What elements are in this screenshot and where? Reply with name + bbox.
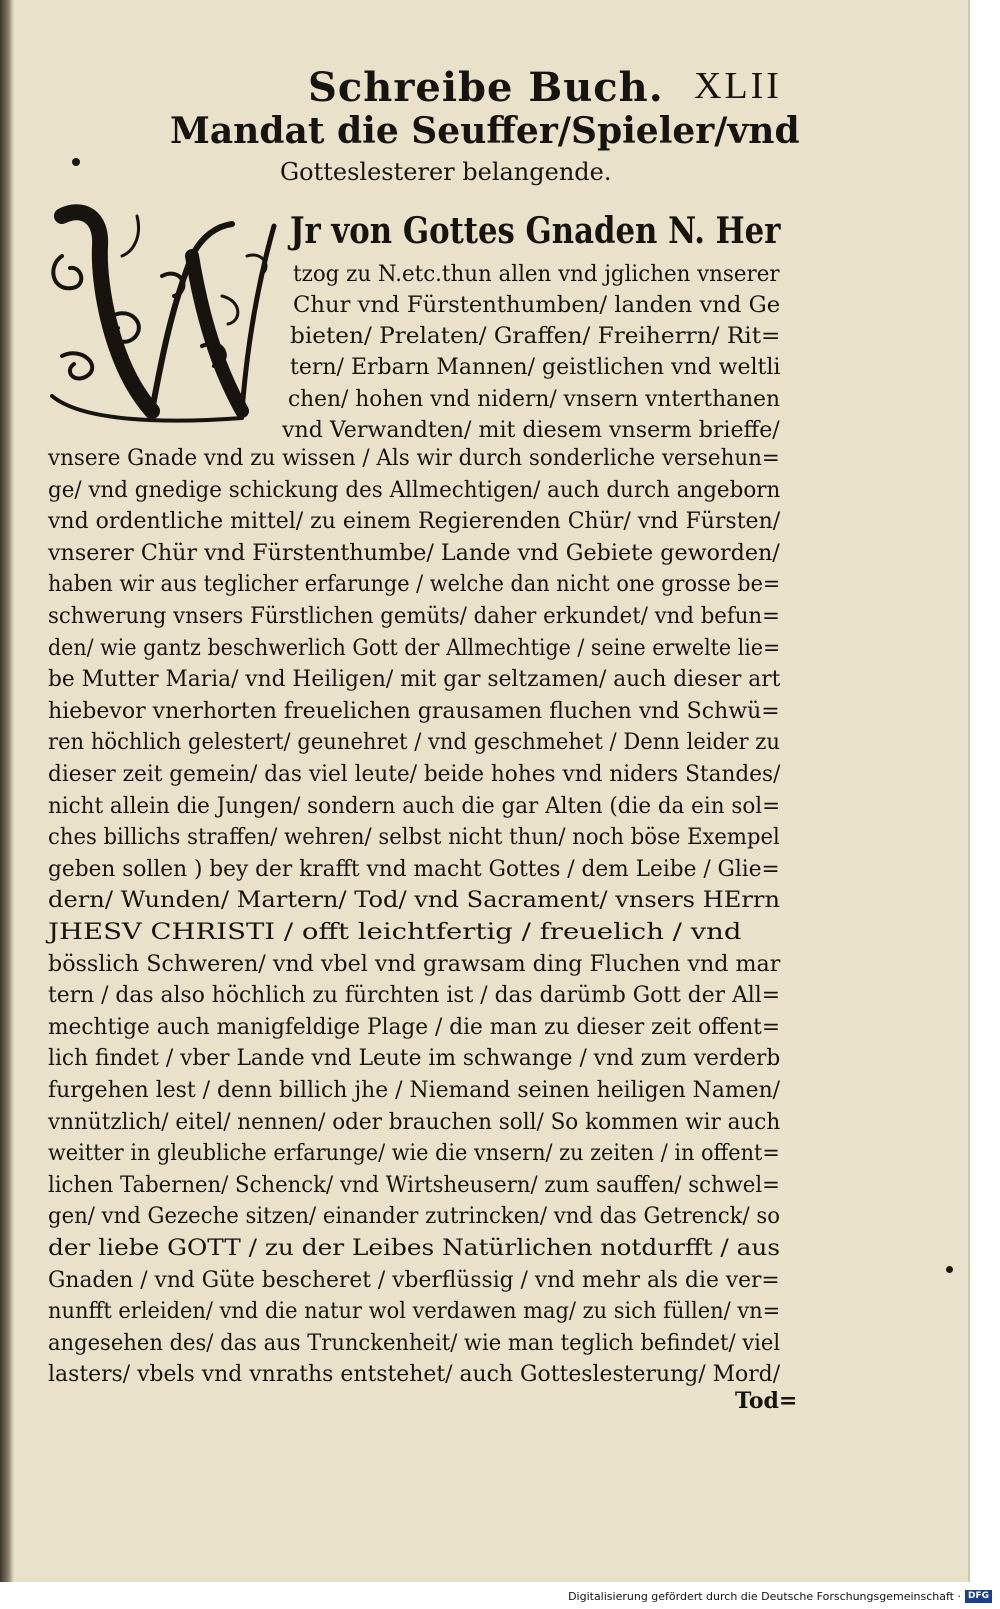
- text-line: der liebe GOTT / zu der Leibes Natürlichen notdurfft / aus: [48, 1236, 781, 1261]
- text-line: bieten/ Prelaten/ Graffen/ Freiherrn/ Rit=: [290, 324, 781, 349]
- text-line: den/ wie gantz beschwerlich Gott der Allmechtige / seine erwelte lie=: [48, 635, 781, 661]
- text-line: dern/ Wunden/ Martern/ Tod/ vnd Sacrament/ vnsers HErrn: [48, 888, 781, 914]
- text-line: gen/ vnd Gezeche sitzen/ einander zutrincken/ vnd das Getrenck/ so: [48, 1204, 780, 1230]
- dfg-logo: DFG: [965, 1590, 992, 1603]
- text-line: nicht allein die Jungen/ sondern auch die gar Alten (die da ein sol=: [48, 793, 781, 819]
- text-line: vnsere Gnade vnd zu wissen / Als wir durch sonderliche versehun=: [48, 446, 780, 471]
- text-line: nunfft erleiden/ vnd die natur wol verdawen mag/ zu sich füllen/ vn=: [48, 1299, 781, 1325]
- text-line: Chur vnd Fürstenthumben/ landen vnd Ge: [293, 293, 781, 318]
- running-head: Schreibe Buch.: [308, 64, 664, 111]
- text-line: lich findet / vber Lande vnd Leute im schwange / vnd zum verderb: [48, 1046, 781, 1072]
- funding-note: Digitalisierung gefördert durch die Deutsche Forschungsgemeinschaft ·: [568, 1590, 961, 1603]
- folio-number: XLII: [694, 65, 782, 107]
- text-line: vnd ordentliche mittel/ zu einem Regierenden Chür/ vnd Fürsten/: [48, 509, 781, 535]
- text-line: Jr von Gottes Gnaden N. Her: [290, 210, 781, 252]
- text-line: furgehen lest / denn billich jhe / Niemand seinen heiligen Namen/: [48, 1078, 781, 1103]
- margin-dot-right: [946, 1266, 953, 1273]
- text-line: JHESV CHRISTI / offt leichtfertig / freuelich / vnd: [48, 920, 742, 945]
- section-subtitle: Gotteslesterer belangende.: [280, 158, 612, 186]
- text-line: tzog zu N.etc.thun allen vnd jglichen vnserer: [293, 262, 780, 287]
- text-line: lasters/ vbels vnd vnraths entstehet/ auch Gotteslesterung/ Mord/: [48, 1362, 781, 1388]
- text-line: vnserer Chür vnd Fürstenthumbe/ Lande vnd Gebiete geworden/: [48, 540, 780, 566]
- text-line: chen/ hohen vnd nidern/ vnsern vnterthanen: [288, 387, 780, 412]
- text-line: dieser zeit gemein/ das viel leute/ beide hohes vnd niders Standes/: [48, 762, 781, 787]
- digitization-footer: [568, 1590, 992, 1603]
- text-line: haben wir aus teglicher erfarunge / welche dan nicht one grosse be=: [48, 572, 781, 598]
- margin-dot-left: [72, 158, 80, 166]
- text-line: tern / das also höchlich zu fürchten ist / das darümb Gott der All=: [48, 983, 781, 1009]
- text-line: tern/ Erbarn Mannen/ geistlichen vnd weltli: [290, 355, 781, 380]
- text-line: lichen Tabernen/ Schenck/ vnd Wirtsheusern/ zum sauffen/ schwel=: [48, 1172, 780, 1198]
- text-line: bösslich Schweren/ vnd vbel vnd grawsam ding Fluchen vnd mar: [48, 951, 781, 977]
- text-line: ge/ vnd gnedige schickung des Allmechtigen/ auch durch angeborn: [48, 477, 781, 503]
- page-gutter-shadow: [0, 0, 14, 1582]
- catchword: Tod=: [735, 1388, 798, 1414]
- text-line: mechtige auch manigfeldige Plage / die man zu dieser zeit offent=: [48, 1014, 781, 1040]
- text-line: Gnaden / vnd Güte bescheret / vberflüssig / vnd mehr als die ver=: [48, 1267, 780, 1293]
- text-line: vnd Verwandten/ mit diesem vnserm brieffe/: [282, 418, 780, 443]
- text-line: geben sollen ) bey der krafft vnd macht Gottes / dem Leibe / Glie=: [48, 856, 780, 882]
- section-title: Mandat die Seuffer/Spieler/vnd: [170, 110, 800, 152]
- text-line: angesehen des/ das aus Trunckenheit/ wie man teglich befindet/ viel: [48, 1330, 781, 1356]
- text-line: be Mutter Maria/ vnd Heiligen/ mit gar seltzamen/ auch dieser art: [48, 667, 781, 693]
- decorated-initial-w: [42, 196, 282, 426]
- text-line: hiebevor vnerhorten freuelichen grausamen fluchen vnd Schwü=: [48, 698, 780, 724]
- text-line: schwerung vnsers Fürstlichen gemüts/ daher erkundet/ vnd befun=: [48, 604, 780, 629]
- text-line: ches billichs straffen/ wehren/ selbst nicht thun/ noch böse Exempel: [48, 825, 780, 851]
- text-line: weitter in gleubliche erfarunge/ wie die vnsern/ zu zeiten / in offent=: [48, 1141, 780, 1167]
- text-line: vnnützlich/ eitel/ nennen/ oder brauchen soll/ So kommen wir auch: [48, 1109, 781, 1135]
- text-line: ren höchlich gelestert/ geunehret / vnd geschmehet / Denn leider zu: [48, 730, 780, 756]
